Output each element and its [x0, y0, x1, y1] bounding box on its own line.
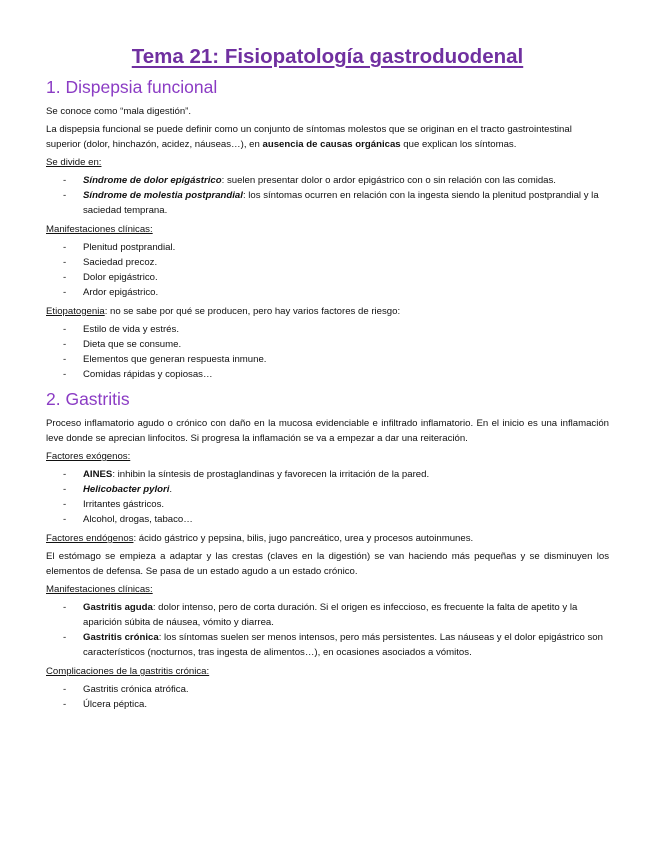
page-title: Tema 21: Fisiopatología gastroduodenal: [131, 45, 524, 68]
list-item: - Alcohol, drogas, tabaco…: [46, 512, 609, 527]
manifestation-text: : los síntomas suelen ser menos intensos, pero más persistentes. Las náuseas y el dolor epigástrico son característicos (nocturnos, tras ingesta de alimentos…), en ocasiones asociados a vómitos.: [83, 632, 603, 658]
gastritis-manifestations-list: [46, 600, 609, 660]
list-item: - Estilo de vida y estrés.: [46, 322, 609, 337]
etiopathogenesis-label: Etiopatogenia: [46, 306, 105, 317]
list-item: - Saciedad precoz.: [46, 255, 609, 270]
list-item: - Dieta que se consume.: [46, 337, 609, 352]
stomach-adaptation: El estómago se empieza a adaptar y las crestas (claves en la digestión) se van haciendo más pequeñas y se disminuyen los elementos de defensa. Se pasa de un estado agudo a un estado crónico.: [46, 551, 609, 577]
aines-text: : inhibin la síntesis de prostaglandinas y favorecen la irritación de la pared.: [112, 469, 430, 480]
list-item: - Plenitud postprandial.: [46, 240, 609, 255]
section-heading-dispepsia: 1. Dispepsia funcional: [46, 77, 218, 97]
list-item: [46, 173, 609, 188]
exogenous-label: Factores exógenos:: [46, 451, 131, 462]
list-item: [46, 467, 609, 482]
complications-list: [46, 682, 609, 712]
aines-term: AINES: [83, 469, 113, 480]
list-item: [46, 600, 609, 630]
list-item: - Ardor epigástrico.: [46, 285, 609, 300]
manifestations-list: [46, 240, 609, 300]
gastritis-intro: Proceso inflamatorio agudo o crónico con daño en la mucosa evidenciable e infiltrado inflamatorio. En el inicio es una inflamación leve donde se aprecian linfocitos. Si progresa la inflamación se va a empezar a dar una reiteración.: [46, 418, 609, 444]
dispepsia-types-list: [46, 173, 609, 218]
definition-text-end: que explican los síntomas.: [400, 139, 517, 150]
list-item: [46, 630, 609, 660]
dispepsia-definition: [46, 122, 609, 152]
etiopathogenesis-text: : no se sabe por qué se producen, pero hay varios factores de riesgo:: [104, 306, 401, 317]
helicobacter-dot: .: [169, 484, 173, 495]
dispepsia-intro: Se conoce como “mala digestión”.: [46, 106, 192, 117]
endogenous-text: : ácido gástrico y pepsina, bilis, jugo pancreático, urea y procesos autoinmunes.: [133, 533, 474, 544]
list-item: - Dolor epigástrico.: [46, 270, 609, 285]
type-text: : los síntomas ocurren en relación con la ingesta siendo la plenitud postprandial y la saciedad temprana.: [83, 190, 599, 216]
definition-text: La dispepsia funcional se puede definir como un conjunto de síntomas molestos que se originan en el tracto gastrointestinal superior (dolor, hinchazón, acidez, náuseas…), en: [46, 124, 572, 150]
manifestation-term: Gastritis crónica: [83, 632, 159, 643]
complications-label: Complicaciones de la gastritis crónica:: [46, 666, 210, 677]
type-text: : suelen presentar dolor o ardor epigástrico con o sin relación con las comidas.: [221, 175, 556, 186]
list-item: [46, 482, 609, 497]
manifestation-text: : dolor intenso, pero de corta duración. Si el origen es infeccioso, es frecuente la falta de apetito y la aparición súbita de náusea, vómito y diarrea.: [83, 602, 578, 628]
divide-label: Se divide en:: [46, 157, 102, 168]
risk-factors-list: [46, 322, 609, 382]
endogenous-label: Factores endógenos: [46, 533, 134, 544]
gastritis-manifestations-label: Manifestaciones clínicas:: [46, 584, 153, 595]
endogenous-factors: [46, 531, 609, 546]
list-item: [46, 188, 609, 218]
helicobacter-term: Helicobacter pylori: [83, 484, 170, 495]
list-item: - Elementos que generan respuesta inmune.: [46, 352, 609, 367]
manifestation-term: Gastritis aguda: [83, 602, 153, 613]
type-term: Síndrome de dolor epigástrico: [83, 175, 222, 186]
section-heading-gastritis: 2. Gastritis: [46, 389, 130, 409]
etiopathogenesis: [46, 304, 609, 319]
definition-bold: ausencia de causas orgánicas: [262, 139, 401, 150]
list-item: - Comidas rápidas y copiosas…: [46, 367, 609, 382]
list-item: - Irritantes gástricos.: [46, 497, 609, 512]
list-item: - Úlcera péptica.: [46, 697, 609, 712]
list-item: - Gastritis crónica atrófica.: [46, 682, 609, 697]
type-term: Síndrome de molestia postprandial: [83, 190, 243, 201]
manifestations-label: Manifestaciones clínicas:: [46, 224, 153, 235]
exogenous-list: [46, 467, 609, 527]
